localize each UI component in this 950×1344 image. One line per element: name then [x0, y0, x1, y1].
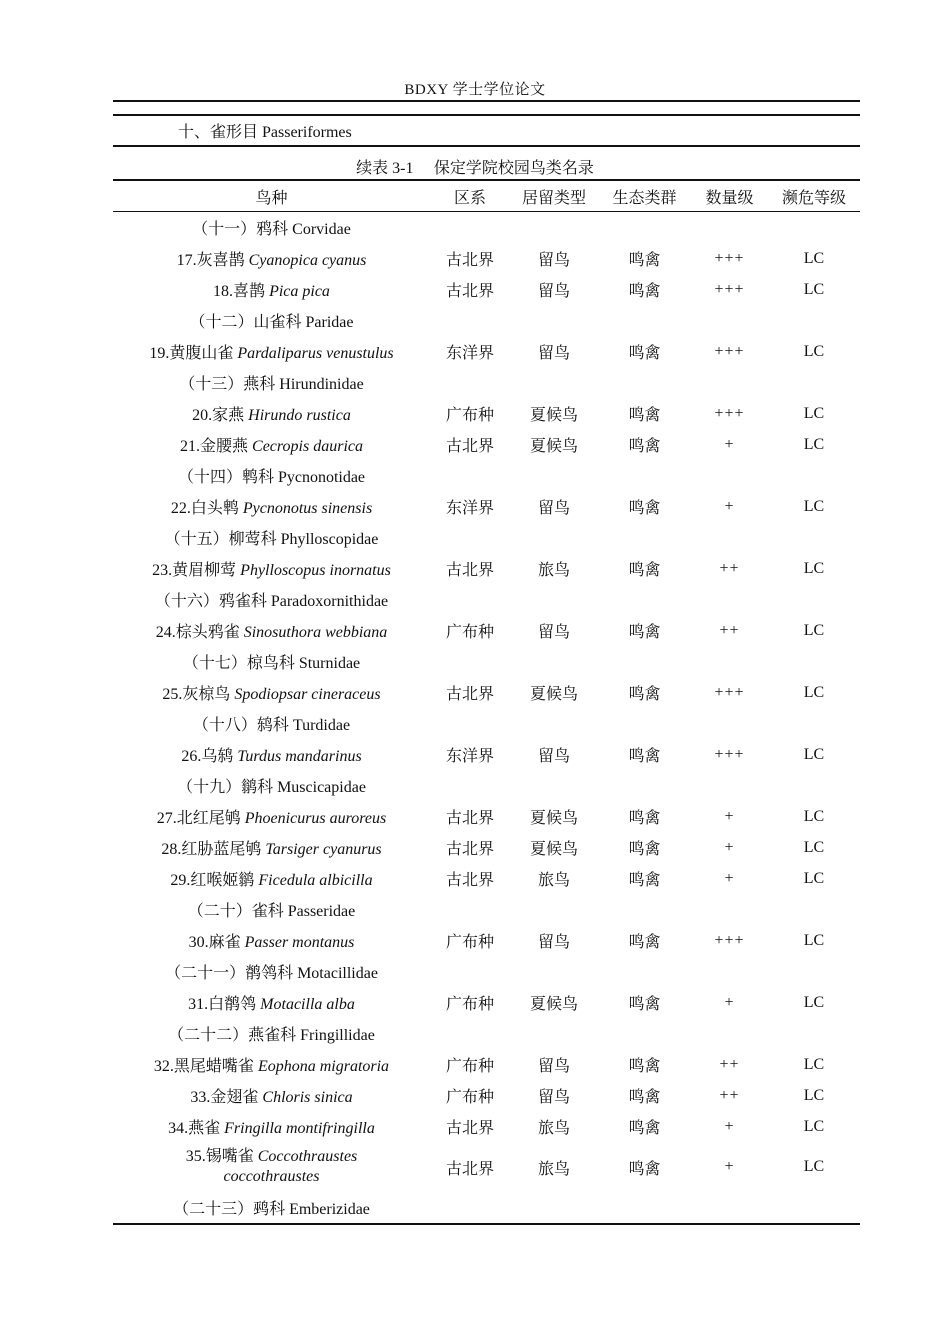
- species-sci: Phoenicurus auroreus: [244, 810, 387, 827]
- empty-cell: [430, 1018, 510, 1049]
- empty-cell: [510, 894, 598, 925]
- residence-cell: 夏候鸟: [529, 810, 578, 827]
- species-name: [113, 677, 430, 708]
- family-row: [113, 522, 860, 553]
- empty-cell: [510, 646, 598, 677]
- species-sci: Pardaliparus venustulus: [237, 345, 394, 362]
- empty-cell: [691, 522, 768, 553]
- family-name: （十二）山雀科 Paridae: [189, 314, 354, 331]
- residence-cell: 留鸟: [537, 934, 570, 951]
- ecology-cell: 鸣禽: [628, 748, 661, 765]
- species-name: [113, 832, 430, 863]
- family-name: （十一）鸦科 Corvidae: [192, 221, 351, 238]
- abundance-cell: +: [724, 435, 735, 453]
- species-cn: 17.灰喜鹊: [176, 252, 249, 269]
- species-row: [113, 243, 860, 274]
- empty-cell: [430, 894, 510, 925]
- empty-cell: [768, 522, 860, 553]
- ecology-cell: 鸣禽: [628, 345, 661, 362]
- status-cell: LC: [803, 683, 825, 701]
- family-row: [113, 1018, 860, 1049]
- species-name: [113, 863, 430, 894]
- species-sci: Fringilla montifringilla: [224, 1120, 375, 1137]
- species-sci: Cecropis daurica: [252, 438, 363, 455]
- empty-cell: [510, 956, 598, 987]
- empty-cell: [510, 367, 598, 398]
- status-cell: LC: [803, 249, 825, 267]
- ecology-cell: 鸣禽: [628, 1160, 661, 1178]
- empty-cell: [430, 584, 510, 615]
- residence-cell: 旅鸟: [537, 1160, 570, 1178]
- ecology-cell: 鸣禽: [628, 283, 661, 300]
- species-row: [113, 1142, 860, 1192]
- status-cell: LC: [803, 745, 825, 763]
- family-row: [113, 646, 860, 677]
- status-cell: LC: [803, 931, 825, 949]
- header-rule-thick: [113, 100, 860, 102]
- col-residence: 居留类型: [521, 189, 586, 207]
- species-name: [113, 1111, 430, 1142]
- empty-cell: [768, 367, 860, 398]
- fauna-cell: 古北界: [445, 283, 494, 300]
- family-row: [113, 584, 860, 615]
- species-cn: 26.乌鸫: [181, 748, 238, 765]
- species-row: [113, 274, 860, 305]
- species-sci: Turdus mandarinus: [237, 748, 362, 765]
- status-cell: LC: [803, 1158, 825, 1175]
- empty-cell: [691, 460, 768, 491]
- species-name: [113, 429, 430, 460]
- empty-cell: [598, 584, 691, 615]
- species-sci: Chloris sinica: [262, 1089, 353, 1106]
- species-name: [113, 801, 430, 832]
- family-name: （十七）椋鸟科 Sturnidae: [182, 655, 361, 672]
- col-ecology: 生态类群: [612, 189, 677, 207]
- status-cell: LC: [803, 1117, 825, 1135]
- species-cn: 24.棕头鸦雀: [155, 624, 244, 641]
- empty-cell: [510, 305, 598, 336]
- species-cn: 31.白鹡鸰: [188, 996, 261, 1013]
- empty-cell: [598, 212, 691, 244]
- species-name: [113, 398, 430, 429]
- species-name: [113, 553, 430, 584]
- family-row: [113, 212, 860, 244]
- empty-cell: [598, 956, 691, 987]
- ecology-cell: 鸣禽: [628, 996, 661, 1013]
- residence-cell: 夏候鸟: [529, 686, 578, 703]
- residence-cell: 夏候鸟: [529, 996, 578, 1013]
- status-cell: LC: [803, 838, 825, 856]
- abundance-cell: +: [724, 1158, 735, 1175]
- species-cn: 25.灰椋鸟: [162, 686, 235, 703]
- species-name: [113, 274, 430, 305]
- caption-top-rule: [113, 145, 860, 147]
- empty-cell: [691, 367, 768, 398]
- empty-cell: [768, 708, 860, 739]
- table-header-row: [113, 181, 860, 212]
- fauna-cell: 广布种: [445, 996, 494, 1013]
- species-row: [113, 863, 860, 894]
- fauna-cell: 广布种: [445, 1058, 494, 1075]
- residence-cell: 留鸟: [537, 1089, 570, 1106]
- abundance-cell: +++: [714, 249, 745, 267]
- empty-cell: [768, 460, 860, 491]
- residence-cell: 夏候鸟: [529, 407, 578, 424]
- fauna-cell: 古北界: [445, 810, 494, 827]
- abundance-cell: +++: [714, 280, 745, 298]
- species-name: [113, 243, 430, 274]
- abundance-cell: +: [724, 838, 735, 856]
- col-abundance: 数量级: [705, 189, 754, 207]
- species-row: [113, 1111, 860, 1142]
- status-cell: LC: [803, 280, 825, 298]
- status-cell: LC: [803, 621, 825, 639]
- empty-cell: [768, 1018, 860, 1049]
- species-cn: 34.燕雀: [168, 1120, 225, 1137]
- family-row: [113, 956, 860, 987]
- fauna-cell: 东洋界: [445, 748, 494, 765]
- abundance-cell: ++: [719, 1086, 740, 1104]
- empty-cell: [510, 584, 598, 615]
- species-cn: 29.红喉姬鹟: [170, 872, 259, 889]
- species-name: [113, 987, 430, 1018]
- fauna-cell: 古北界: [445, 841, 494, 858]
- empty-cell: [510, 212, 598, 244]
- species-name: [113, 1049, 430, 1080]
- empty-cell: [598, 894, 691, 925]
- residence-cell: 旅鸟: [537, 562, 570, 579]
- fauna-cell: 广布种: [445, 1089, 494, 1106]
- status-cell: LC: [803, 993, 825, 1011]
- empty-cell: [598, 646, 691, 677]
- family-name: （二十）雀科 Passeridae: [187, 903, 356, 920]
- species-cn: 32.黑尾蜡嘴雀: [153, 1058, 258, 1075]
- species-row: [113, 615, 860, 646]
- abundance-cell: +: [724, 993, 735, 1011]
- empty-cell: [768, 646, 860, 677]
- family-name: （十五）柳莺科 Phylloscopidae: [164, 531, 379, 548]
- family-row: [113, 367, 860, 398]
- status-cell: LC: [803, 435, 825, 453]
- species-row: [113, 336, 860, 367]
- fauna-cell: 广布种: [445, 407, 494, 424]
- empty-cell: [691, 305, 768, 336]
- ecology-cell: 鸣禽: [628, 872, 661, 889]
- fauna-cell: 古北界: [445, 1120, 494, 1137]
- fauna-cell: 广布种: [445, 624, 494, 641]
- caption-title: 保定学院校园鸟类名录: [433, 158, 594, 177]
- empty-cell: [510, 522, 598, 553]
- empty-cell: [768, 305, 860, 336]
- status-cell: LC: [803, 497, 825, 515]
- empty-cell: [598, 1192, 691, 1223]
- species-sci: Pica pica: [269, 283, 330, 300]
- species-sci: Passer montanus: [244, 934, 355, 951]
- empty-cell: [598, 305, 691, 336]
- table-caption: [0, 155, 950, 178]
- abundance-cell: +: [724, 1117, 735, 1135]
- residence-cell: 旅鸟: [537, 872, 570, 889]
- empty-cell: [510, 1192, 598, 1223]
- ecology-cell: 鸣禽: [628, 1120, 661, 1137]
- family-row: [113, 770, 860, 801]
- page-header: BDXY 学士学位论文: [404, 82, 546, 98]
- species-cn: 27.北红尾鸲: [156, 810, 245, 827]
- empty-cell: [768, 212, 860, 244]
- fauna-cell: 古北界: [445, 562, 494, 579]
- species-row: [113, 553, 860, 584]
- empty-cell: [691, 212, 768, 244]
- species-name: [113, 1080, 430, 1111]
- empty-cell: [691, 956, 768, 987]
- empty-cell: [430, 460, 510, 491]
- species-cn: 20.家燕: [192, 407, 249, 424]
- species-name: [113, 739, 430, 770]
- family-name: （十八）鸫科 Turdidae: [192, 717, 351, 734]
- fauna-cell: 古北界: [445, 872, 494, 889]
- residence-cell: 夏候鸟: [529, 438, 578, 455]
- species-name: [113, 336, 430, 367]
- bird-list-table: [113, 181, 860, 1223]
- caption-label: 续表 3-1: [356, 160, 414, 177]
- abundance-cell: +: [724, 497, 735, 515]
- species-name: [113, 1142, 430, 1192]
- abundance-cell: +: [724, 869, 735, 887]
- species-sci: Ficedula albicilla: [258, 872, 373, 889]
- species-sci: Pycnonotus sinensis: [242, 500, 373, 517]
- empty-cell: [768, 584, 860, 615]
- species-row: [113, 1049, 860, 1080]
- residence-cell: 留鸟: [537, 748, 570, 765]
- ecology-cell: 鸣禽: [628, 562, 661, 579]
- family-name: （十四）鹎科 Pycnonotidae: [177, 469, 366, 486]
- residence-cell: 留鸟: [537, 500, 570, 517]
- status-cell: LC: [803, 559, 825, 577]
- fauna-cell: 广布种: [445, 934, 494, 951]
- col-species: 鸟种: [255, 189, 288, 207]
- family-name: （二十三）鹀科 Emberizidae: [173, 1201, 370, 1218]
- ecology-cell: 鸣禽: [628, 841, 661, 858]
- empty-cell: [598, 1018, 691, 1049]
- family-row: [113, 894, 860, 925]
- family-row: [113, 708, 860, 739]
- ecology-cell: 鸣禽: [628, 624, 661, 641]
- family-name: （二十一）鹡鸰科 Motacillidae: [165, 965, 378, 982]
- empty-cell: [430, 956, 510, 987]
- species-row: [113, 739, 860, 770]
- empty-cell: [598, 522, 691, 553]
- status-cell: LC: [803, 1086, 825, 1104]
- species-row: [113, 491, 860, 522]
- abundance-cell: +++: [714, 745, 745, 763]
- ecology-cell: 鸣禽: [628, 686, 661, 703]
- family-row: [113, 1192, 860, 1223]
- empty-cell: [430, 646, 510, 677]
- abundance-cell: ++: [719, 1055, 740, 1073]
- status-cell: LC: [803, 807, 825, 825]
- status-cell: LC: [803, 342, 825, 360]
- ecology-cell: 鸣禽: [628, 1089, 661, 1106]
- table-bottom-rule: [113, 1223, 860, 1225]
- empty-cell: [768, 770, 860, 801]
- residence-cell: 留鸟: [537, 624, 570, 641]
- family-name: （十三）燕科 Hirundinidae: [179, 376, 364, 393]
- empty-cell: [691, 584, 768, 615]
- residence-cell: 留鸟: [537, 345, 570, 362]
- status-cell: LC: [803, 869, 825, 887]
- species-row: [113, 398, 860, 429]
- order-heading: 十、雀形目 Passeriformes: [178, 124, 352, 141]
- empty-cell: [430, 522, 510, 553]
- residence-cell: 留鸟: [537, 283, 570, 300]
- empty-cell: [430, 770, 510, 801]
- ecology-cell: 鸣禽: [628, 810, 661, 827]
- species-cn: 28.红胁蓝尾鸲: [161, 841, 266, 858]
- species-sci: Spodiopsar cineraceus: [234, 686, 381, 703]
- ecology-cell: 鸣禽: [628, 407, 661, 424]
- family-row: [113, 460, 860, 491]
- abundance-cell: +++: [714, 404, 745, 422]
- empty-cell: [598, 460, 691, 491]
- species-name: [113, 925, 430, 956]
- fauna-cell: 古北界: [445, 686, 494, 703]
- family-name: （二十二）燕雀科 Fringillidae: [168, 1027, 375, 1044]
- ecology-cell: 鸣禽: [628, 934, 661, 951]
- species-name: [113, 491, 430, 522]
- empty-cell: [691, 708, 768, 739]
- fauna-cell: 东洋界: [445, 500, 494, 517]
- empty-cell: [768, 956, 860, 987]
- empty-cell: [768, 1192, 860, 1223]
- family-name: （十九）鹟科 Muscicapidae: [177, 779, 366, 796]
- species-sci: Hirundo rustica: [248, 407, 351, 424]
- species-sci: Sinosuthora webbiana: [243, 624, 388, 641]
- residence-cell: 夏候鸟: [529, 841, 578, 858]
- empty-cell: [510, 460, 598, 491]
- empty-cell: [691, 770, 768, 801]
- empty-cell: [598, 367, 691, 398]
- family-row: [113, 305, 860, 336]
- col-fauna: 区系: [453, 189, 486, 207]
- empty-cell: [691, 1192, 768, 1223]
- species-cn: 22.白头鹎: [170, 500, 243, 517]
- fauna-cell: 古北界: [445, 438, 494, 455]
- abundance-cell: +++: [714, 683, 745, 701]
- residence-cell: 旅鸟: [537, 1120, 570, 1137]
- species-sci: Cyanopica cyanus: [248, 252, 367, 269]
- species-row: [113, 925, 860, 956]
- empty-cell: [691, 1018, 768, 1049]
- abundance-cell: +: [724, 807, 735, 825]
- abundance-cell: ++: [719, 559, 740, 577]
- abundance-cell: ++: [719, 621, 740, 639]
- species-sci: Eophona migratoria: [257, 1058, 390, 1075]
- fauna-cell: 古北界: [445, 1160, 494, 1178]
- empty-cell: [430, 212, 510, 244]
- species-cn: 21.金腰燕: [180, 438, 253, 455]
- empty-cell: [430, 708, 510, 739]
- abundance-cell: +++: [714, 342, 745, 360]
- species-sci: Motacilla alba: [260, 996, 355, 1013]
- family-name: （十六）鸦雀科 Paradoxornithidae: [154, 593, 389, 610]
- ecology-cell: 鸣禽: [628, 500, 661, 517]
- abundance-cell: +++: [714, 931, 745, 949]
- species-sci: Coccothraustes coccothraustes: [223, 1148, 358, 1185]
- fauna-cell: 东洋界: [445, 345, 494, 362]
- empty-cell: [691, 646, 768, 677]
- species-row: [113, 1080, 860, 1111]
- species-cn: 18.喜鹊: [213, 283, 270, 300]
- species-cn: 23.黄眉柳莺: [152, 562, 241, 579]
- empty-cell: [430, 367, 510, 398]
- species-row: [113, 832, 860, 863]
- species-sci: Tarsiger cyanurus: [265, 841, 382, 858]
- empty-cell: [598, 770, 691, 801]
- empty-cell: [430, 1192, 510, 1223]
- empty-cell: [510, 708, 598, 739]
- col-status: 濒危等级: [781, 189, 846, 207]
- species-sci: Phylloscopus inornatus: [240, 562, 391, 579]
- ecology-cell: 鸣禽: [628, 252, 661, 269]
- species-row: [113, 987, 860, 1018]
- empty-cell: [510, 1018, 598, 1049]
- status-cell: LC: [803, 404, 825, 422]
- residence-cell: 留鸟: [537, 252, 570, 269]
- ecology-cell: 鸣禽: [628, 438, 661, 455]
- empty-cell: [598, 708, 691, 739]
- species-cn: 35.锡嘴雀: [185, 1148, 258, 1165]
- status-cell: LC: [803, 1055, 825, 1073]
- empty-cell: [768, 894, 860, 925]
- order-top-rule: [113, 114, 860, 116]
- species-row: [113, 677, 860, 708]
- residence-cell: 留鸟: [537, 1058, 570, 1075]
- species-cn: 33.金翅雀: [190, 1089, 263, 1106]
- species-row: [113, 429, 860, 460]
- fauna-cell: 古北界: [445, 252, 494, 269]
- species-cn: 30.麻雀: [188, 934, 245, 951]
- empty-cell: [510, 770, 598, 801]
- species-name: [113, 615, 430, 646]
- ecology-cell: 鸣禽: [628, 1058, 661, 1075]
- species-cn: 19.黄腹山雀: [149, 345, 238, 362]
- empty-cell: [430, 305, 510, 336]
- empty-cell: [691, 894, 768, 925]
- species-row: [113, 801, 860, 832]
- table-body: [113, 212, 860, 1224]
